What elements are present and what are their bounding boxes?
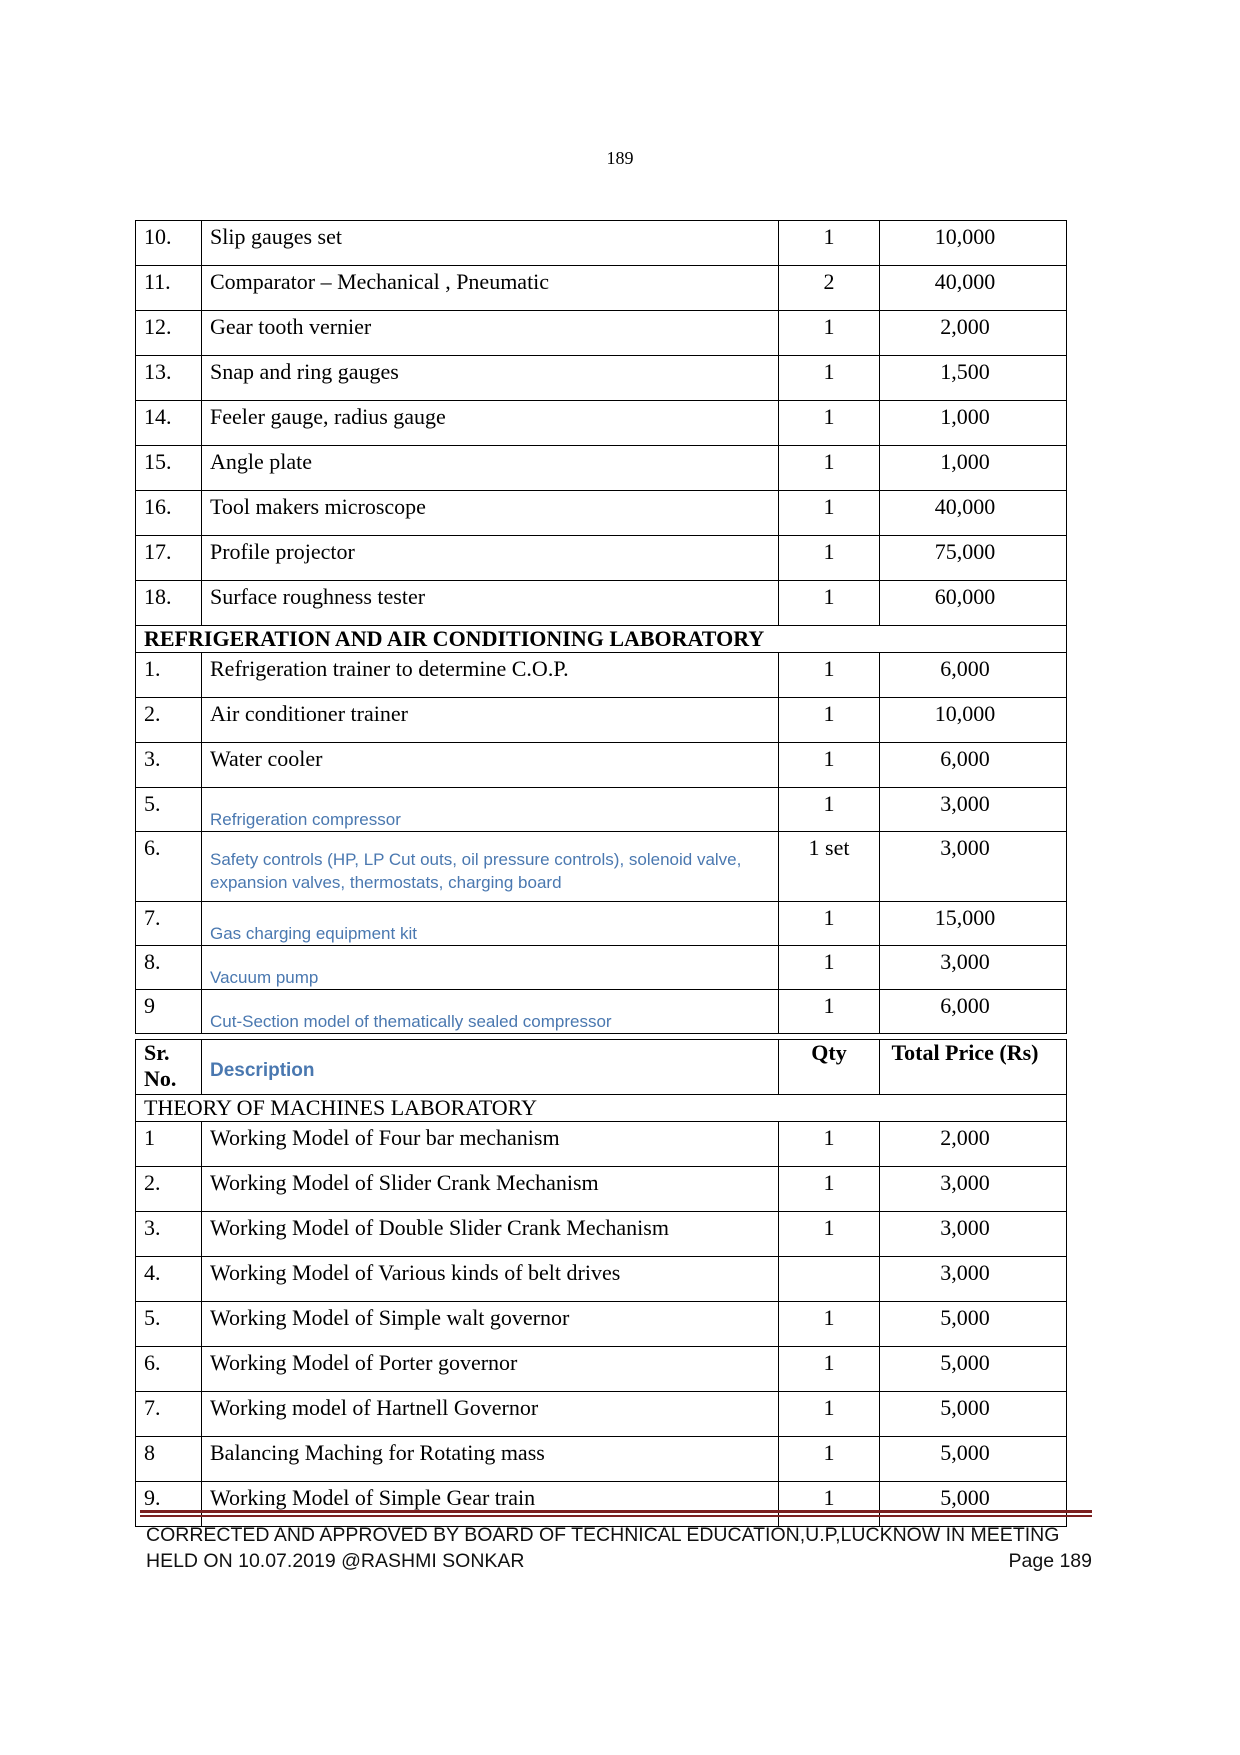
section-heading: THEORY OF MACHINES LABORATORY — [136, 1095, 1067, 1122]
header-description-text: Description — [210, 1060, 315, 1081]
equipment-table-1 — [135, 220, 1067, 1034]
description-cell-text: Refrigeration compressor — [210, 810, 401, 829]
price-cell: 5,000 — [880, 1347, 1067, 1392]
sr-no-cell: 9. — [136, 1482, 202, 1527]
sr-no-cell: 16. — [136, 491, 202, 536]
table-row — [136, 581, 1067, 626]
price-cell: 3,000 — [880, 1257, 1067, 1302]
page-number: 189 — [606, 148, 634, 168]
price-cell: 3,000 — [880, 832, 1067, 902]
description-cell — [202, 902, 779, 946]
qty-cell: 2 — [779, 266, 880, 311]
description-cell: Gear tooth vernier — [202, 311, 779, 356]
table-row — [136, 1302, 1067, 1347]
price-cell: 3,000 — [880, 788, 1067, 832]
description-cell: Tool makers microscope — [202, 491, 779, 536]
table-row — [136, 491, 1067, 536]
sr-no-cell: 10. — [136, 221, 202, 266]
sr-no-cell: 1. — [136, 653, 202, 698]
qty-cell: 1 — [779, 1482, 880, 1527]
sr-no-cell: 8. — [136, 946, 202, 990]
price-cell: 2,000 — [880, 1122, 1067, 1167]
header-sr-no: Sr. No. — [136, 1040, 202, 1095]
description-cell: Snap and ring gauges — [202, 356, 779, 401]
sr-no-cell: 1 — [136, 1122, 202, 1167]
price-cell: 60,000 — [880, 581, 1067, 626]
price-cell: 15,000 — [880, 902, 1067, 946]
qty-cell: 1 — [779, 491, 880, 536]
description-cell: Working Model of Porter governor — [202, 1347, 779, 1392]
qty-cell: 1 — [779, 990, 880, 1034]
price-cell: 1,500 — [880, 356, 1067, 401]
qty-cell: 1 set — [779, 832, 880, 902]
table-row — [136, 266, 1067, 311]
table-row — [136, 446, 1067, 491]
qty-cell: 1 — [779, 311, 880, 356]
table-row — [136, 536, 1067, 581]
description-cell: Feeler gauge, radius gauge — [202, 401, 779, 446]
footer-line-2 — [146, 1548, 1092, 1574]
price-cell: 1,000 — [880, 446, 1067, 491]
qty-cell: 1 — [779, 946, 880, 990]
sr-no-cell: 3. — [136, 1212, 202, 1257]
sr-no-cell: 3. — [136, 743, 202, 788]
footer-rule — [140, 1510, 1092, 1513]
description-cell — [202, 990, 779, 1034]
description-cell: Working Model of Slider Crank Mechanism — [202, 1167, 779, 1212]
header-qty: Qty — [779, 1040, 880, 1095]
description-cell: Balancing Maching for Rotating mass — [202, 1437, 779, 1482]
sr-no-cell: 4. — [136, 1257, 202, 1302]
sr-no-cell: 6. — [136, 1347, 202, 1392]
section-heading-row — [136, 626, 1067, 653]
description-cell: Working model of Hartnell Governor — [202, 1392, 779, 1437]
table-row — [136, 653, 1067, 698]
sr-no-cell: 9 — [136, 990, 202, 1034]
table-row — [136, 1167, 1067, 1212]
description-cell: Surface roughness tester — [202, 581, 779, 626]
footer — [146, 1522, 1092, 1574]
table-row — [136, 356, 1067, 401]
price-cell: 6,000 — [880, 990, 1067, 1034]
table-row — [136, 1347, 1067, 1392]
description-cell — [202, 788, 779, 832]
table-row — [136, 990, 1067, 1034]
sr-no-cell: 15. — [136, 446, 202, 491]
table-row — [136, 401, 1067, 446]
qty-cell: 1 — [779, 743, 880, 788]
qty-cell — [779, 1257, 880, 1302]
table-row — [136, 1212, 1067, 1257]
price-cell: 3,000 — [880, 1212, 1067, 1257]
table-row — [136, 221, 1067, 266]
description-cell: Working Model of Double Slider Crank Mechanism — [202, 1212, 779, 1257]
description-cell: Profile projector — [202, 536, 779, 581]
table-row — [136, 743, 1067, 788]
description-cell-text: Safety controls (HP, LP Cut outs, oil pressure controls), solenoid valve, expansion valves, thermostats, charging board — [210, 850, 742, 892]
table-row — [136, 788, 1067, 832]
description-cell: Slip gauges set — [202, 221, 779, 266]
price-cell: 3,000 — [880, 1167, 1067, 1212]
table-row — [136, 698, 1067, 743]
sr-no-cell: 12. — [136, 311, 202, 356]
price-cell: 6,000 — [880, 653, 1067, 698]
section-heading-row — [136, 1095, 1067, 1122]
description-cell: Angle plate — [202, 446, 779, 491]
price-cell: 10,000 — [880, 698, 1067, 743]
footer-rule-thin — [140, 1515, 1092, 1517]
qty-cell: 1 — [779, 581, 880, 626]
sr-no-cell: 2. — [136, 1167, 202, 1212]
price-cell: 6,000 — [880, 743, 1067, 788]
price-cell: 5,000 — [880, 1302, 1067, 1347]
footer-line-1: CORRECTED AND APPROVED BY BOARD OF TECHNICAL EDUCATION,U.P,LUCKNOW IN MEETING — [146, 1524, 1060, 1546]
equipment-table-2 — [135, 1039, 1067, 1527]
description-cell-text: Vacuum pump — [210, 968, 319, 987]
sr-no-cell: 14. — [136, 401, 202, 446]
price-cell: 10,000 — [880, 221, 1067, 266]
footer-page-label: Page 189 — [1008, 1550, 1092, 1572]
sr-no-cell: 6. — [136, 832, 202, 902]
sr-no-cell: 7. — [136, 1392, 202, 1437]
description-cell: Working Model of Various kinds of belt drives — [202, 1257, 779, 1302]
qty-cell: 1 — [779, 698, 880, 743]
qty-cell: 1 — [779, 401, 880, 446]
sr-no-cell: 2. — [136, 698, 202, 743]
header-description — [202, 1040, 779, 1095]
price-cell: 1,000 — [880, 401, 1067, 446]
price-cell: 40,000 — [880, 266, 1067, 311]
description-cell-text: Cut-Section model of thematically sealed compressor — [210, 1012, 612, 1031]
qty-cell: 1 — [779, 902, 880, 946]
sr-no-cell: 5. — [136, 788, 202, 832]
table-row — [136, 902, 1067, 946]
sr-no-cell: 18. — [136, 581, 202, 626]
qty-cell: 1 — [779, 1167, 880, 1212]
price-cell: 2,000 — [880, 311, 1067, 356]
table-row — [136, 1482, 1067, 1527]
sr-no-cell: 8 — [136, 1437, 202, 1482]
qty-cell: 1 — [779, 536, 880, 581]
description-cell: Water cooler — [202, 743, 779, 788]
description-cell: Comparator – Mechanical , Pneumatic — [202, 266, 779, 311]
table-row — [136, 311, 1067, 356]
description-cell: Air conditioner trainer — [202, 698, 779, 743]
qty-cell: 1 — [779, 788, 880, 832]
table-row — [136, 946, 1067, 990]
qty-cell: 1 — [779, 1347, 880, 1392]
price-cell: 75,000 — [880, 536, 1067, 581]
description-cell: Refrigeration trainer to determine C.O.P. — [202, 653, 779, 698]
price-cell: 3,000 — [880, 946, 1067, 990]
sr-no-cell: 11. — [136, 266, 202, 311]
description-cell-text: Gas charging equipment kit — [210, 924, 417, 943]
table-row — [136, 1392, 1067, 1437]
description-cell: Working Model of Simple Gear train — [202, 1482, 779, 1527]
sr-no-cell: 17. — [136, 536, 202, 581]
table-row — [136, 1122, 1067, 1167]
footer-approval-date: HELD ON 10.07.2019 @RASHMI SONKAR — [146, 1550, 525, 1572]
table-row — [136, 1257, 1067, 1302]
price-cell: 5,000 — [880, 1392, 1067, 1437]
qty-cell: 1 — [779, 1122, 880, 1167]
qty-cell: 1 — [779, 446, 880, 491]
description-cell: Working Model of Simple walt governor — [202, 1302, 779, 1347]
qty-cell: 1 — [779, 1437, 880, 1482]
sr-no-cell: 7. — [136, 902, 202, 946]
price-cell: 5,000 — [880, 1437, 1067, 1482]
header-total-price: Total Price (Rs) — [880, 1040, 1067, 1095]
price-cell: 40,000 — [880, 491, 1067, 536]
sr-no-cell: 5. — [136, 1302, 202, 1347]
sr-no-cell: 13. — [136, 356, 202, 401]
section-heading: REFRIGERATION AND AIR CONDITIONING LABORATORY — [136, 626, 1067, 653]
price-cell: 5,000 — [880, 1482, 1067, 1527]
table-header-row — [136, 1040, 1067, 1095]
qty-cell: 1 — [779, 1302, 880, 1347]
qty-cell: 1 — [779, 1212, 880, 1257]
qty-cell: 1 — [779, 221, 880, 266]
table-row — [136, 832, 1067, 902]
description-cell — [202, 832, 779, 902]
description-cell — [202, 946, 779, 990]
qty-cell: 1 — [779, 653, 880, 698]
qty-cell: 1 — [779, 356, 880, 401]
description-cell: Working Model of Four bar mechanism — [202, 1122, 779, 1167]
table-row — [136, 1437, 1067, 1482]
qty-cell: 1 — [779, 1392, 880, 1437]
